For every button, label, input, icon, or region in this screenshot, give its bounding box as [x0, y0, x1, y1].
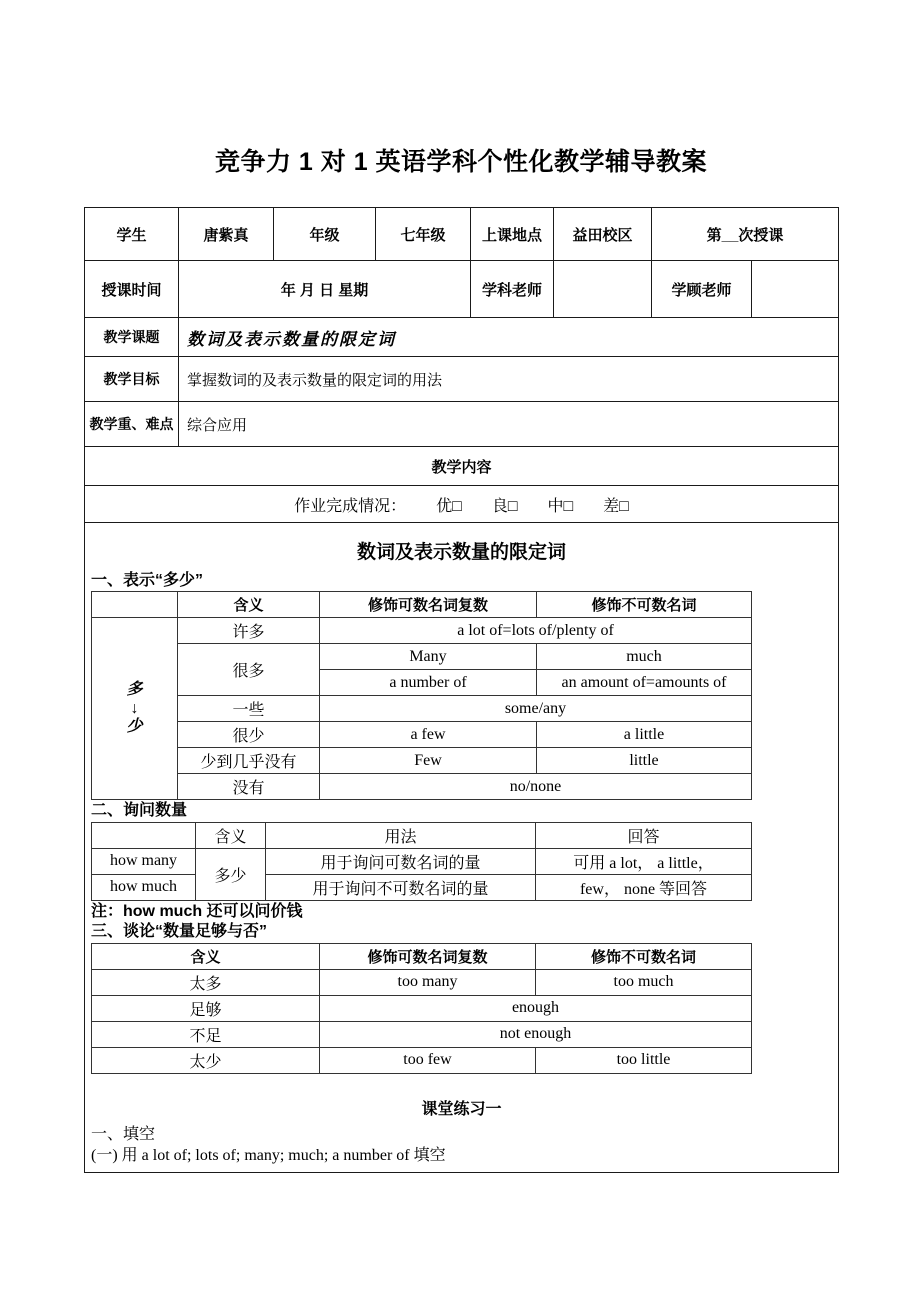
table-row [92, 696, 752, 722]
homework-label: 作业完成情况： [294, 497, 407, 515]
t3-meaning-1: 足够 [92, 995, 320, 1021]
quantity-table-3 [91, 943, 752, 1074]
t3-uncountable-3: too little [536, 1047, 752, 1073]
t1-span-3: some/any [320, 696, 752, 722]
table-row [92, 1021, 752, 1047]
t3-header-meaning: 含义 [92, 943, 320, 969]
quantity-table-2 [91, 822, 752, 901]
student-value[interactable]: 唐紫真 [179, 208, 274, 261]
t2-header-blank [92, 822, 196, 848]
t3-meaning-3: 太少 [92, 1047, 320, 1073]
t1-countable-5: Few [320, 748, 537, 774]
practice-line-2: (一) 用 a lot of; lots of; many; much; a number of 填空 [91, 1147, 446, 1165]
t3-header-uncountable: 修饰不可数名词 [536, 943, 752, 969]
grade-value[interactable]: 七年级 [376, 208, 471, 261]
t1-meaning-0: 许多 [178, 618, 320, 644]
table-row [85, 261, 839, 318]
table-row [92, 618, 752, 644]
t1-meaning-1: 很多 [178, 644, 320, 696]
t1-uncountable-4: a little [537, 722, 752, 748]
table-row [92, 943, 752, 969]
t1-span-6: no/none [320, 774, 752, 800]
table-row [92, 969, 752, 995]
t3-span-1: enough [320, 995, 752, 1021]
place-value[interactable]: 益田校区 [554, 208, 652, 261]
advisor-value[interactable] [752, 261, 839, 318]
t1-span-0: a lot of=lots of/plenty of [320, 618, 752, 644]
t1-meaning-4: 很少 [178, 722, 320, 748]
table-row [92, 722, 752, 748]
table-row [92, 774, 752, 800]
t2-header-meaning: 含义 [196, 822, 266, 848]
t2-meaning-0: 多少 [196, 848, 266, 900]
table-row [92, 995, 752, 1021]
class-time-value[interactable]: 年 月 日 星期 [179, 261, 471, 318]
t1-countable-2: a number of [320, 670, 537, 696]
content-title: 数词及表示数量的限定词 [356, 542, 566, 563]
homework-option-poor[interactable]: 差□ [603, 497, 629, 515]
practice-title: 课堂练习一 [421, 1100, 502, 1118]
scale-many: 多 [126, 681, 143, 699]
scale-arrow-icon: ↓ [130, 699, 139, 717]
table-row [85, 486, 839, 523]
table-row [85, 208, 839, 261]
t2-answer-0: 可用 a lot， a little， [536, 848, 752, 874]
student-label: 学生 [85, 208, 179, 261]
section-3-heading: 三、谈论“数量足够与否” [91, 923, 268, 941]
page-title: 竞争力 1 对 1 英语学科个性化教学辅导教案 [214, 148, 708, 176]
t1-header-uncountable: 修饰不可数名词 [537, 592, 752, 618]
homework-status-row [85, 486, 839, 523]
t1-countable-4: a few [320, 722, 537, 748]
t1-meaning-6: 没有 [178, 774, 320, 800]
t1-countable-1: Many [320, 644, 537, 670]
table-row [92, 644, 752, 670]
subject-teacher-value[interactable] [554, 261, 652, 318]
topic-label: 教学课题 [85, 318, 179, 357]
t2-answer-1: few， none 等回答 [536, 874, 752, 900]
section-2-heading: 二、询问数量 [91, 802, 188, 820]
objective-label: 教学目标 [85, 357, 179, 402]
t2-term-0: how many [92, 848, 196, 874]
section-1-heading: 一、表示“多少” [91, 572, 204, 589]
t1-side-scale [92, 618, 178, 800]
class-time-label: 授课时间 [85, 261, 179, 318]
scale-few: 少 [126, 718, 143, 736]
table-row [92, 748, 752, 774]
t3-countable-0: too many [320, 969, 536, 995]
topic-value[interactable]: 数词及表示数量的限定词 [179, 318, 839, 357]
table-row [85, 402, 839, 447]
table-row [85, 318, 839, 357]
t1-uncountable-5: little [537, 748, 752, 774]
t1-header-countable: 修饰可数名词复数 [320, 592, 537, 618]
table-row [85, 523, 839, 1173]
content-header: 教学内容 [85, 447, 839, 486]
objective-value[interactable]: 掌握数词的及表示数量的限定词的用法 [179, 357, 839, 402]
table-row [92, 848, 752, 874]
session-label[interactable]: 第__次授课 [652, 208, 839, 261]
t1-uncountable-1: much [537, 644, 752, 670]
quantity-table-1 [91, 591, 752, 800]
t3-span-2: not enough [320, 1021, 752, 1047]
t1-meaning-3: 一些 [178, 696, 320, 722]
grade-label: 年级 [274, 208, 376, 261]
table-row [92, 592, 752, 618]
keypoint-label: 教学重、难点 [85, 402, 179, 447]
table-row [92, 874, 752, 900]
place-label: 上课地点 [471, 208, 554, 261]
practice-line-1: 一、填空 [91, 1125, 156, 1143]
t2-term-1: how much [92, 874, 196, 900]
table-row [85, 447, 839, 486]
homework-option-good[interactable]: 良□ [491, 497, 518, 515]
section-2-note: 注：how much 还可以问价钱 [91, 902, 303, 920]
keypoint-value[interactable]: 综合应用 [179, 402, 839, 447]
t3-meaning-0: 太多 [92, 969, 320, 995]
t3-meaning-2: 不足 [92, 1021, 320, 1047]
t3-uncountable-0: too much [536, 969, 752, 995]
homework-option-fair[interactable]: 中□ [547, 497, 574, 515]
t1-meaning-5: 少到几乎没有 [178, 748, 320, 774]
t1-header-blank [92, 592, 178, 618]
t1-header-meaning: 含义 [178, 592, 320, 618]
t2-usage-1: 用于询问不可数名词的量 [266, 874, 536, 900]
table-row [92, 822, 752, 848]
t1-uncountable-2: an amount of=amounts of [537, 670, 752, 696]
t2-header-answer: 回答 [536, 822, 752, 848]
t3-countable-3: too few [320, 1047, 536, 1073]
t2-header-usage: 用法 [266, 822, 536, 848]
t2-usage-0: 用于询问可数名词的量 [266, 848, 536, 874]
homework-option-excellent[interactable]: 优□ [436, 497, 462, 515]
lesson-content-cell [85, 523, 839, 1173]
subject-teacher-label: 学科老师 [471, 261, 554, 318]
lesson-plan-table [84, 207, 839, 1173]
table-row [92, 1047, 752, 1073]
t3-header-countable: 修饰可数名词复数 [320, 943, 536, 969]
table-row [85, 357, 839, 402]
advisor-label: 学顾老师 [652, 261, 752, 318]
